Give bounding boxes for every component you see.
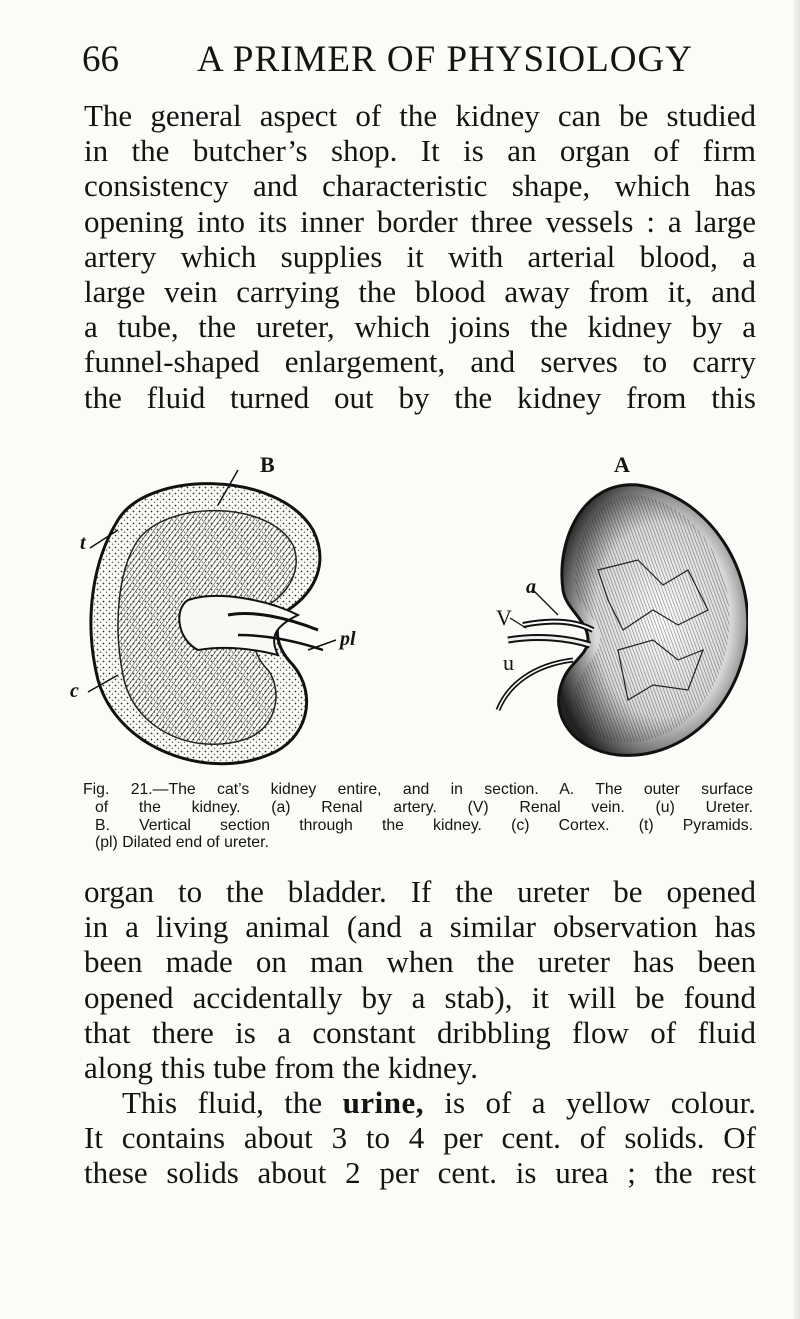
figure-label-b: B: [260, 452, 275, 477]
kidney-figure: [70, 450, 748, 780]
kidney-section-b: [88, 470, 336, 764]
text-line: consistency and characteristic shape, which has: [84, 168, 756, 204]
caption-line: (pl) Dilated end of ureter.: [95, 834, 269, 852]
text-line: opening into its inner border three vessels : a large: [84, 203, 756, 239]
paragraph-3: [84, 1085, 756, 1191]
page-edge: [794, 0, 800, 1319]
text-line: these solids about 2 per cent. is urea ; the rest: [84, 1155, 756, 1191]
text-line: that there is a constant dribbling flow of fluid: [84, 1014, 756, 1050]
term-urine: urine,: [342, 1085, 424, 1120]
caption-line: Fig. 21.—The cat’s kidney entire, and in section. A. The outer surface: [83, 781, 753, 798]
page-header: [82, 38, 762, 90]
kidney-illustration: [78, 450, 748, 780]
text-line: the fluid turned out by the kidney from this: [84, 379, 756, 415]
text-line: opened accidentally by a stab), it will be found: [84, 979, 756, 1015]
paragraph-2: [84, 874, 756, 1085]
figure-label-ureter: u: [503, 650, 514, 675]
figure-label-c: c: [70, 680, 79, 702]
paragraph-1: [84, 98, 756, 415]
running-title: A PRIMER OF PHYSIOLOGY: [197, 39, 693, 80]
text-line: artery which supplies it with arterial blood, a: [84, 238, 756, 274]
figure-label-pl: pl: [340, 628, 356, 650]
text-line: organ to the bladder. If the ureter be opened: [84, 874, 756, 909]
text-line: [84, 1085, 756, 1120]
text-line: The general aspect of the kidney can be studied: [84, 98, 756, 133]
text-line: in a living animal (and a similar observation has: [84, 909, 756, 945]
figure-label-a: A: [614, 452, 630, 477]
caption-line: of the kidney. (a) Renal artery. (V) Renal vein. (u) Ureter.: [95, 798, 753, 816]
text-line: It contains about 3 to 4 per cent. of solids. Of: [84, 1120, 756, 1156]
text-line: been made on man when the ureter has been: [84, 944, 756, 980]
text-line: large vein carrying the blood away from it, and: [84, 274, 756, 310]
text-line: funnel-shaped enlargement, and serves to carry: [84, 344, 756, 380]
text-line: a tube, the ureter, which joins the kidney by a: [84, 309, 756, 345]
page-number: 66: [82, 39, 119, 80]
line-prefix: This fluid, the: [122, 1085, 323, 1120]
figure-caption: [83, 781, 753, 852]
figure-label-t: t: [80, 532, 86, 554]
line-suffix: is of a yellow colour.: [444, 1085, 756, 1120]
kidney-entire-a: [498, 485, 748, 756]
figure-label-artery: a: [526, 576, 536, 598]
text-line: along this tube from the kidney.: [84, 1050, 479, 1086]
text-line: in the butcher’s shop. It is an organ of firm: [84, 133, 756, 169]
figure-label-vein: V: [496, 605, 512, 630]
caption-line: B. Vertical section through the kidney. (c) Cortex. (t) Pyramids.: [95, 816, 753, 834]
